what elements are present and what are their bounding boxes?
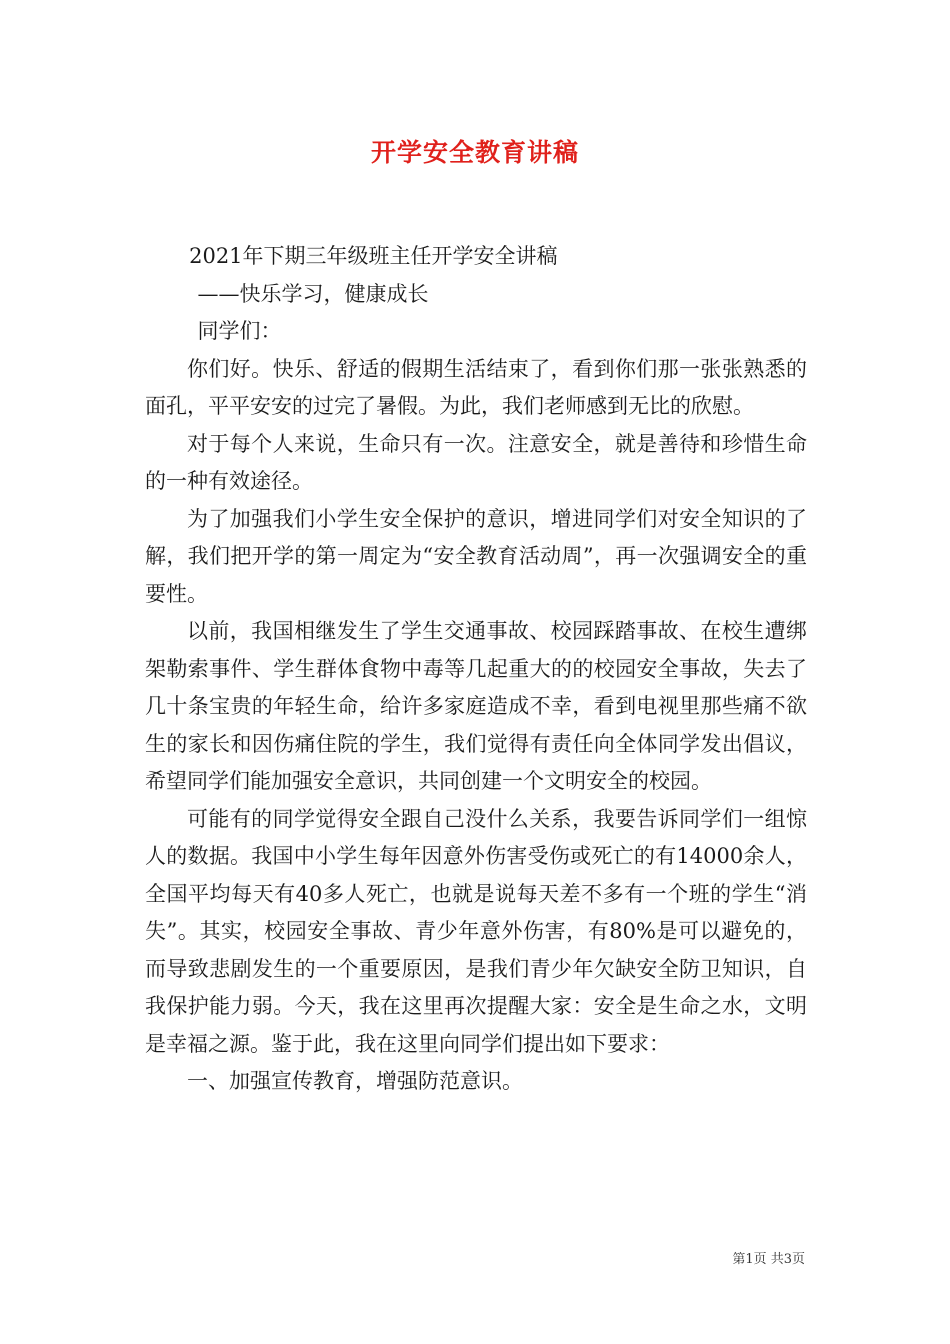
paragraph: 对于每个人来说，生命只有一次。注意安全，就是善待和珍惜生命的一种有效途径。 [145,431,807,493]
paragraph: 为了加强我们小学生安全保护的意识，增进同学们对安全知识的了解，我们把开学的第一周定为“安全教育活动周”，再一次强调安全的重要性。 [145,506,807,606]
theme-line: ——快乐学习，健康成长 [197,281,429,306]
document-title: 开学安全教育讲稿 [370,138,579,167]
section-heading: 一、加强宣传教育，增强防范意识。 [187,1069,523,1093]
document-body [145,238,807,1101]
paragraph: 以前，我国相继发生了学生交通事故、校园踩踏事故、在校生遭绑架勒索事件、学生群体食物中毒等几起重大的的校园安全事故，失去了几十条宝贵的年轻生命，给许多家庭造成不幸，看到电视里那些痛不欲生的家长和因伤痛住院的学生，我们觉得有责任向全体同学发出倡议，希望同学们能加强安全意识，共同创建一个文明安全的校园。 [145,619,807,793]
page-footer: 第1页 共3页 [732,1252,805,1267]
subtitle-line: 2021年下期三年级班主任开学安全讲稿 [189,244,558,268]
paragraph: 你们好。快乐、舒适的假期生活结束了，看到你们那一张张熟悉的面孔，平平安安的过完了暑假。为此，我们老师感到无比的欣慰。 [145,356,807,418]
salutation: 同学们： [197,319,282,343]
paragraph: 可能有的同学觉得安全跟自己没什么关系，我要告诉同学们一组惊人的数据。我国中小学生每年因意外伤害受伤或死亡的有14000余人，全国平均每天有40多人死亡，也就是说每天差不多有一个班的学生“消失”。其实，校园安全事故、青少年意外伤害，有80%是可以避免的，而导致悲剧发生的一个重要原因，是我们青少年欠缺安全防卫知识，自我保护能力弱。今天，我在这里再次提醒大家：安全是生命之水，文明是幸福之源。鉴于此，我在这里向同学们提出如下要求： [145,806,807,1056]
